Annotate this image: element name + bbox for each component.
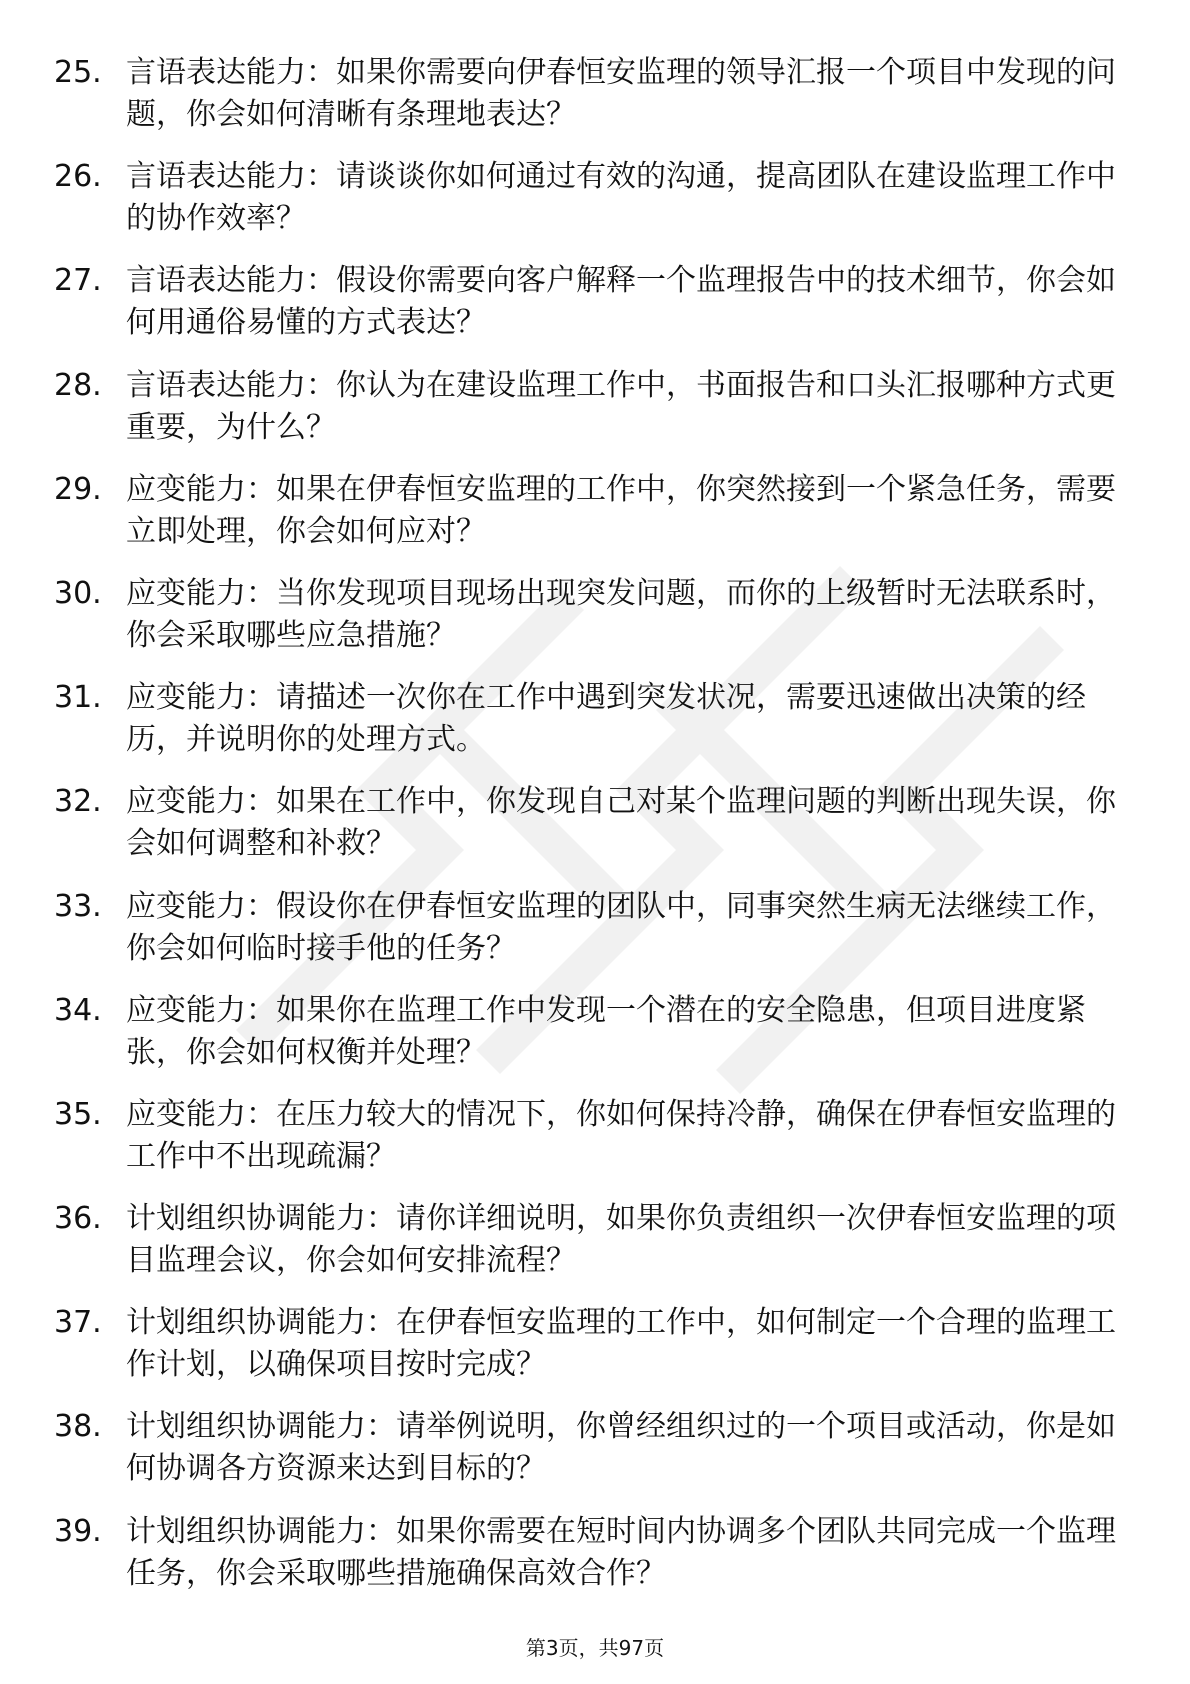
- question-text: 计划组织协调能力：在伊春恒安监理的工作中，如何制定一个合理的监理工作计划，以确保项目按时完成？: [126, 1305, 1116, 1383]
- question-number: 26.: [54, 159, 102, 195]
- question-text: 计划组织协调能力：如果你需要在短时间内协调多个团队共同完成一个监理任务，你会采取哪些措施确保高效合作？: [126, 1513, 1116, 1591]
- question-item: [54, 365, 1140, 469]
- question-text: 计划组织协调能力：请你详细说明，如果你负责组织一次伊春恒安监理的项目监理会议，你会如何安排流程？: [126, 1201, 1116, 1279]
- question-number: 25.: [54, 55, 102, 90]
- question-text: 言语表达能力：请谈谈你如何通过有效的沟通，提高团队在建设监理工作中的协作效率？: [126, 159, 1116, 237]
- question-number: 28.: [54, 367, 102, 403]
- question-item: [54, 260, 1140, 364]
- question-text: 应变能力：如果在伊春恒安监理的工作中，你突然接到一个紧急任务，需要立即处理，你会如何应对？: [126, 471, 1116, 549]
- question-number: 33.: [54, 888, 102, 924]
- question-number: 36.: [54, 1201, 102, 1237]
- question-number: 31.: [54, 680, 102, 716]
- page-footer: [0, 1632, 1190, 1661]
- question-text: 应变能力：假设你在伊春恒安监理的团队中，同事突然生病无法继续工作，你会如何临时接手他的任务？: [126, 888, 1116, 966]
- question-item: [54, 990, 1140, 1094]
- question-number: 30.: [54, 575, 102, 611]
- question-number: 27.: [54, 263, 102, 299]
- question-text: 言语表达能力：如果你需要向伊春恒安监理的领导汇报一个项目中发现的问题，你会如何清晰有条理地表达？: [126, 55, 1116, 132]
- question-item: [54, 886, 1140, 990]
- question-item: [54, 573, 1140, 677]
- question-text: 言语表达能力：你认为在建设监理工作中，书面报告和口头汇报哪种方式更重要，为什么？: [126, 367, 1116, 445]
- question-item: [54, 469, 1140, 573]
- question-list: [54, 52, 1140, 1615]
- question-text: 应变能力：如果你在监理工作中发现一个潜在的安全隐患，但项目进度紧张，你会如何权衡并处理？: [126, 992, 1086, 1070]
- question-item: [54, 1511, 1140, 1615]
- question-item: [54, 1094, 1140, 1198]
- question-number: 37.: [54, 1305, 102, 1341]
- question-number: 38.: [54, 1409, 102, 1445]
- question-item: [54, 1406, 1140, 1510]
- question-text: 应变能力：当你发现项目现场出现突发问题，而你的上级暂时无法联系时，你会采取哪些应急措施？: [126, 575, 1116, 653]
- question-number: 29.: [54, 471, 102, 507]
- question-number: 39.: [54, 1513, 102, 1549]
- question-item: [54, 1302, 1140, 1406]
- question-text: 应变能力：请描述一次你在工作中遇到突发状况，需要迅速做出决策的经历，并说明你的处理方式。: [126, 680, 1086, 758]
- question-number: 34.: [54, 992, 102, 1028]
- question-item: [54, 781, 1140, 885]
- question-text: 应变能力：在压力较大的情况下，你如何保持冷静，确保在伊春恒安监理的工作中不出现疏漏？: [126, 1096, 1116, 1174]
- question-item: [54, 677, 1140, 781]
- question-text: 言语表达能力：假设你需要向客户解释一个监理报告中的技术细节，你会如何用通俗易懂的方式表达？: [126, 263, 1116, 341]
- question-item: [54, 156, 1140, 260]
- question-number: 32.: [54, 784, 102, 820]
- question-text: 应变能力：如果在工作中，你发现自己对某个监理问题的判断出现失误，你会如何调整和补救？: [126, 784, 1116, 862]
- page-number-label: 第3页，共97页: [525, 1636, 665, 1660]
- question-text: 计划组织协调能力：请举例说明，你曾经组织过的一个项目或活动，你是如何协调各方资源来达到目标的？: [126, 1409, 1116, 1487]
- question-number: 35.: [54, 1096, 102, 1132]
- question-item: [54, 52, 1140, 156]
- question-item: [54, 1198, 1140, 1302]
